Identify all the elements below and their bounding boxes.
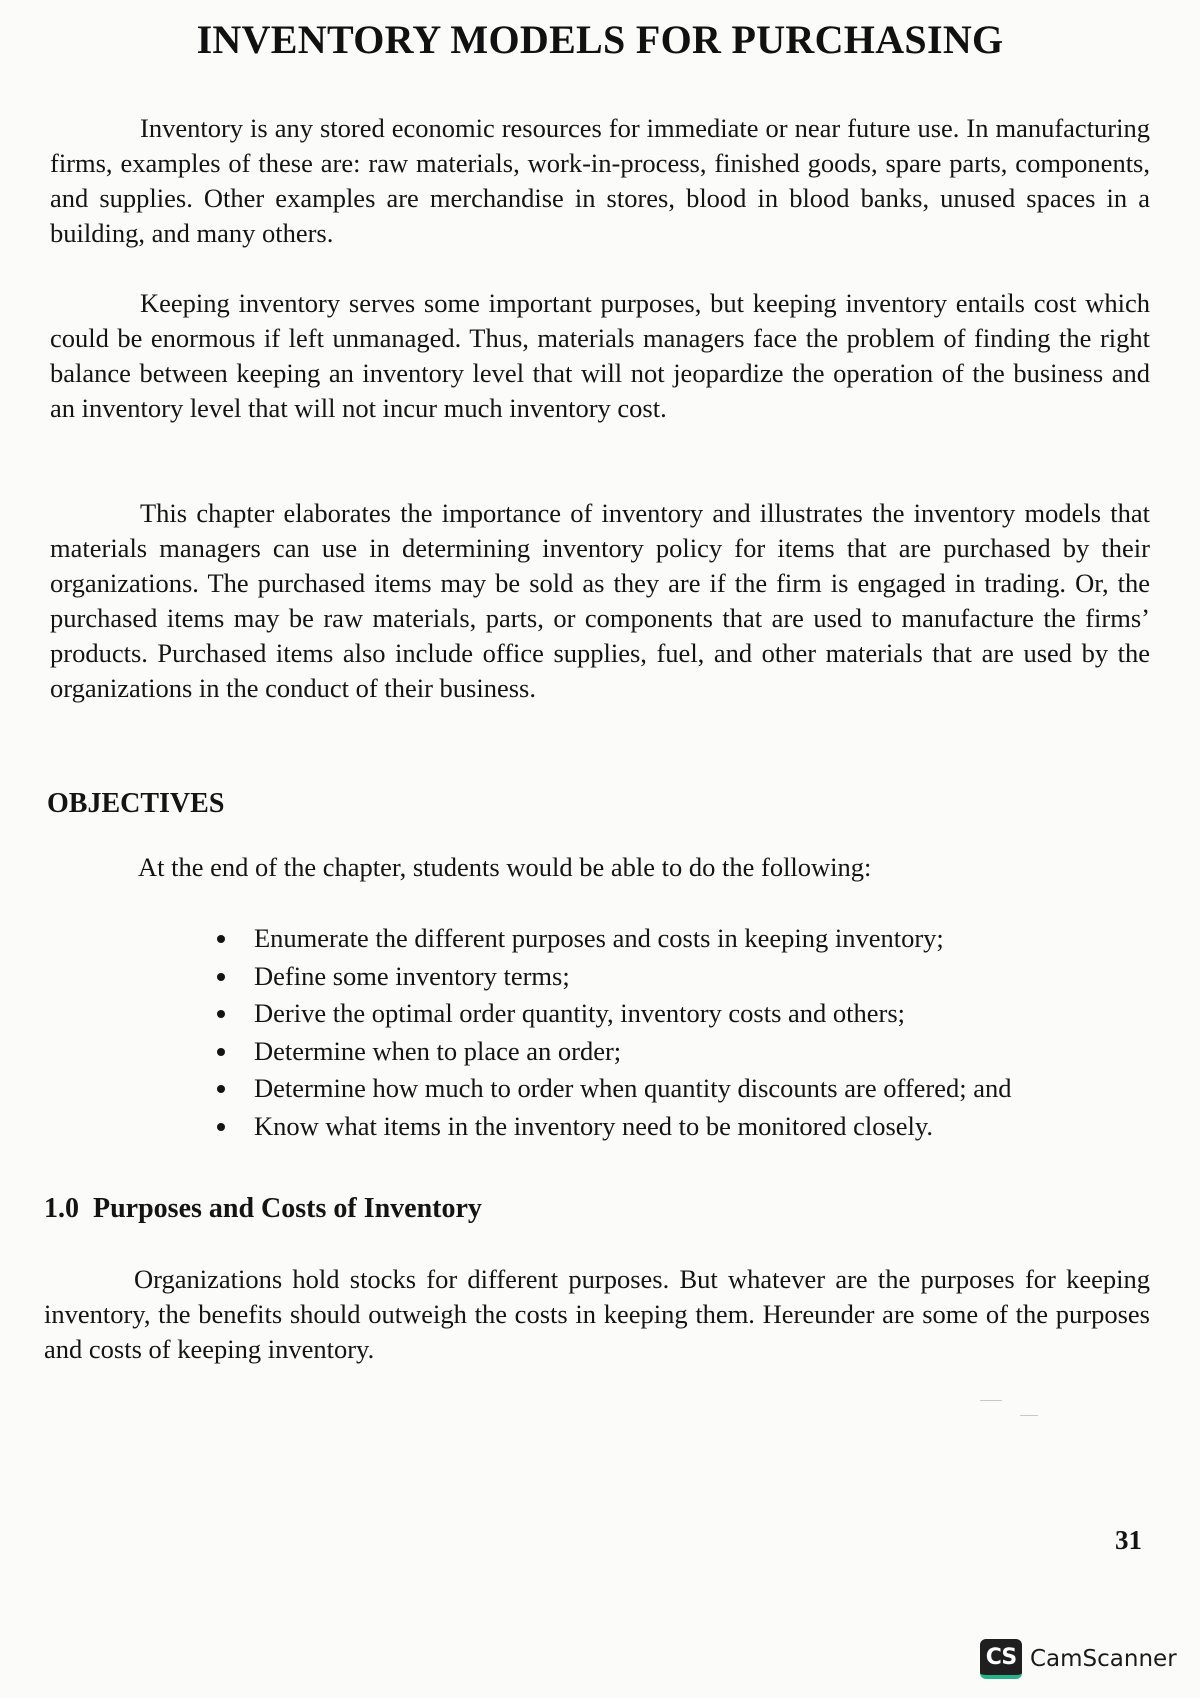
list-item <box>214 920 1011 958</box>
section-heading: 1.0 Purposes and Costs of Inventory <box>44 1193 482 1224</box>
bullet-icon <box>217 935 225 943</box>
intro-paragraph-1: Inventory is any stored economic resources for immediate or near future use. In manufacturing firms, examples of these are: raw materials, work-in-process, finished goods, spare parts, components, and supplies. Other examples are merchandise in stores, blood in blood banks, unused spaces in a building, and many others. <box>50 113 1150 248</box>
objective-text: Determine how much to order when quantity discounts are offered; and <box>254 1073 1012 1103</box>
page-title: INVENTORY MODELS FOR PURCHASING <box>196 17 1004 62</box>
intro-paragraph-2: Keeping inventory serves some important purposes, but keeping inventory entails cost which could be enormous if left unmanaged. Thus, materials managers face the problem of finding the right balance between keeping an inventory level that will not jeopardize the operation of the business and an inventory level that will not incur much inventory cost. <box>50 288 1150 423</box>
list-item <box>214 995 1011 1033</box>
page-number: 31 <box>1115 1525 1142 1555</box>
camscanner-label: CamScanner <box>1030 1646 1177 1672</box>
scan-mark <box>1020 1415 1038 1416</box>
objective-text: Determine when to place an order; <box>254 1035 622 1066</box>
bullet-icon <box>217 1123 225 1131</box>
bullet-icon <box>217 1085 225 1093</box>
objectives-list <box>214 920 1011 1145</box>
intro-paragraph-3: This chapter elaborates the importance of inventory and illustrates the inventory models that materials managers can use in determining inventory policy for items that are purchased by their organizations. The purchased items may be sold as they are if the firm is engaged in trading. Or, the purchased items may be raw materials, parts, or components that are used to manufacture the firms’ products. Purchased items also include office supplies, fuel, and other materials that are used by the organizations in the conduct of their business. <box>50 498 1150 703</box>
bullet-icon <box>217 1010 225 1018</box>
objective-text: Define some inventory terms; <box>254 960 570 991</box>
bullet-icon <box>217 1048 225 1056</box>
bullet-icon <box>217 973 225 981</box>
objective-text: Know what items in the inventory need to be monitored closely. <box>254 1110 934 1141</box>
list-item <box>214 958 1011 996</box>
list-item <box>214 1108 1011 1146</box>
camscanner-logo-icon: CS <box>980 1639 1022 1679</box>
objective-text: Derive the optimal order quantity, inventory costs and others; <box>254 998 906 1028</box>
list-item <box>214 1070 1011 1108</box>
camscanner-watermark <box>980 1637 1177 1681</box>
list-item <box>214 1033 1011 1071</box>
objective-text: Enumerate the different purposes and costs in keeping inventory; <box>254 923 944 953</box>
objectives-heading: OBJECTIVES <box>47 788 225 819</box>
section-paragraph: Organizations hold stocks for different purposes. But whatever are the purposes for keeping inventory, the benefits should outweigh the costs in keeping them. Hereunder are some of the purposes and costs of keeping inventory. <box>44 1264 1150 1364</box>
objectives-intro: At the end of the chapter, students would be able to do the following: <box>138 852 872 882</box>
scan-mark <box>980 1400 1002 1401</box>
